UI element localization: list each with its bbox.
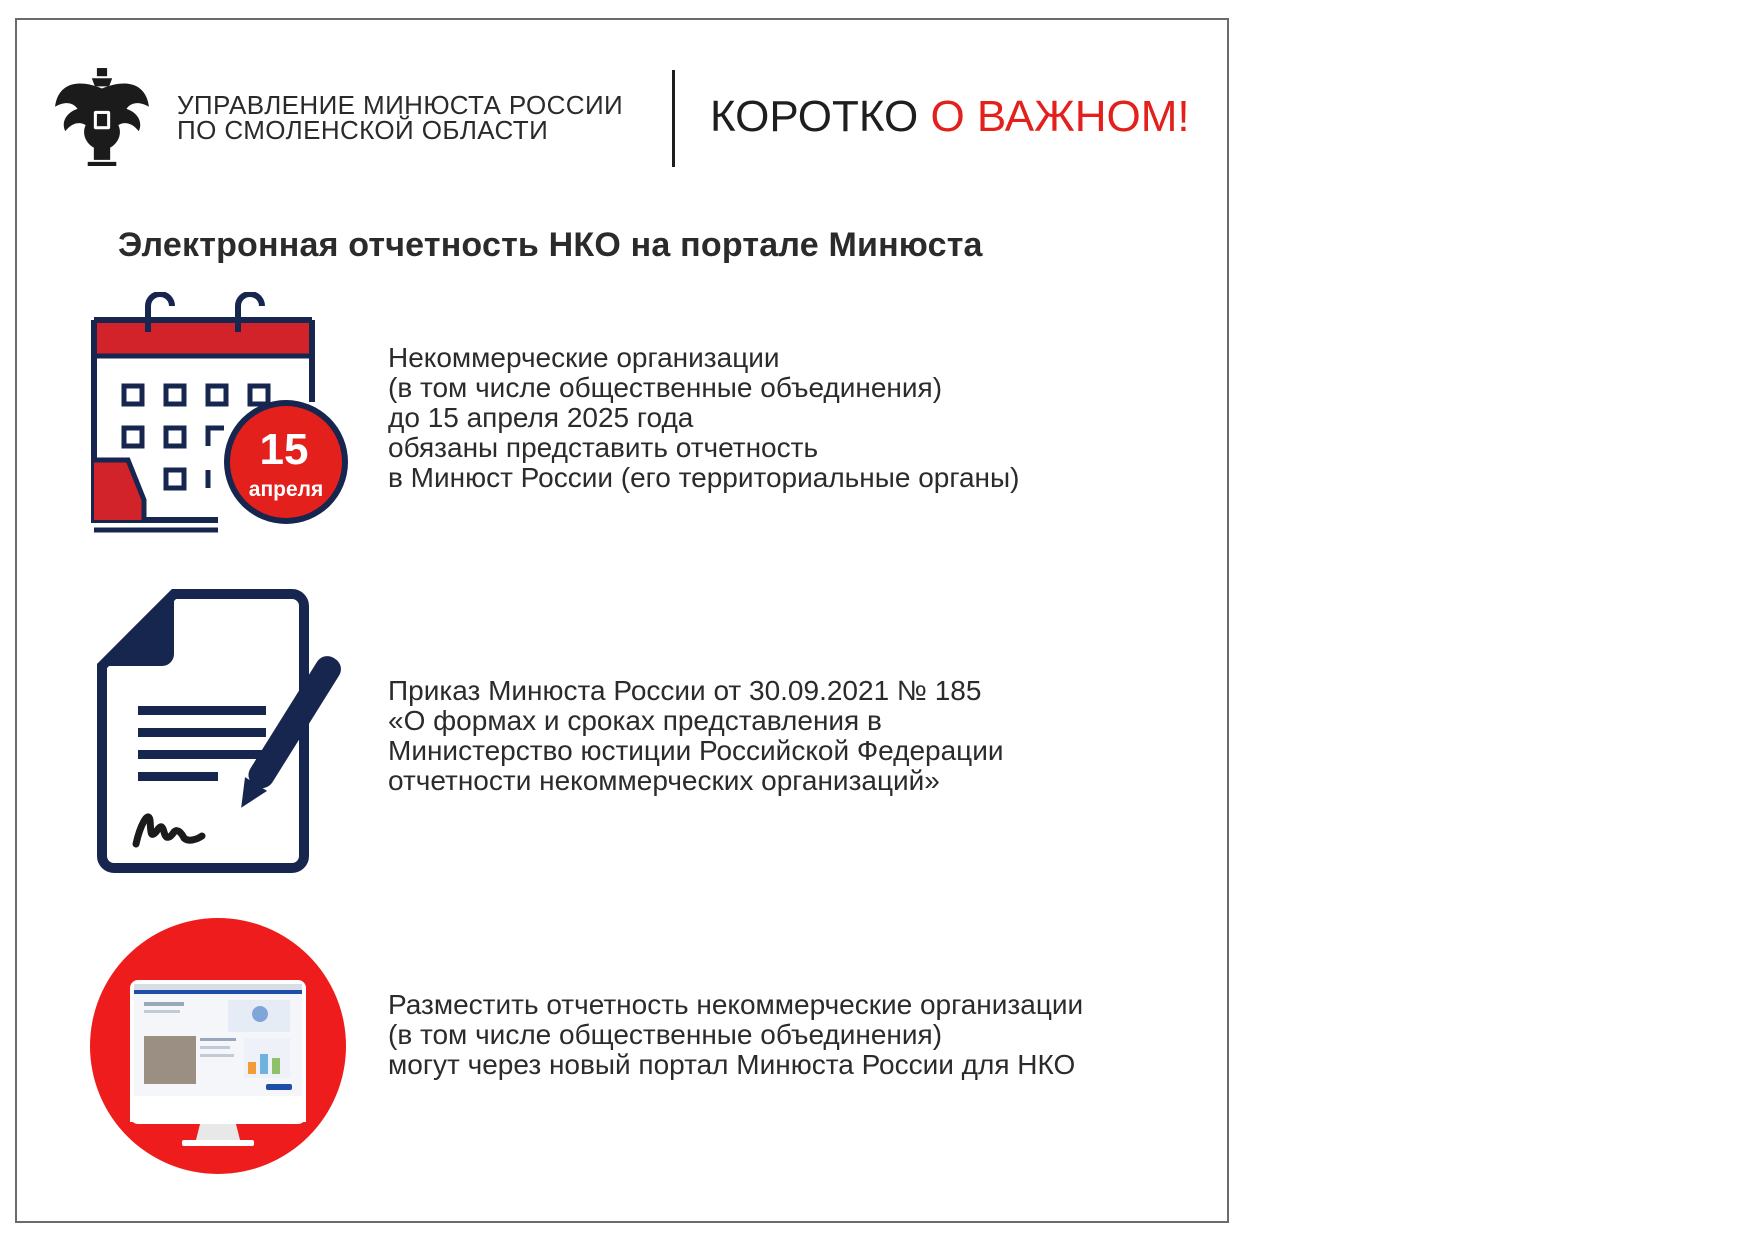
organization-name-line-1: УПРАВЛЕНИЕ МИНЮСТА РОССИИ [177, 90, 624, 120]
signed-document-icon [96, 588, 346, 873]
block-line: до 15 апреля 2025 года [388, 402, 694, 433]
date-badge-day: 15 [259, 425, 309, 474]
block-line: могут через новый портал Минюста России для НКО [388, 1049, 1076, 1080]
block-line: обязаны представить отчетность [388, 432, 819, 463]
block-line: отчетности некоммерческих организаций» [388, 765, 940, 796]
calendar-header-band [94, 320, 312, 356]
block-line: Разместить отчетность некоммерческие организации [388, 989, 1084, 1020]
organization-name [177, 90, 624, 145]
info-block-order [388, 676, 1004, 796]
block-line: Некоммерческие организации [388, 342, 780, 373]
slogan [710, 94, 1190, 140]
block-line: Министерство юстиции Российской Федерации [388, 735, 1004, 766]
page-title: Электронная отчетность НКО на портале Минюста [118, 226, 983, 264]
info-block-portal [388, 990, 1083, 1080]
slogan-red-part: О ВАЖНОМ! [930, 92, 1190, 141]
header-divider [672, 70, 675, 167]
block-line: в Минюст России (его территориальные органы) [388, 462, 1020, 493]
block-line: (в том числе общественные объединения) [388, 1019, 943, 1050]
date-badge-month: апреля [248, 478, 324, 501]
organization-name-line-2: ПО СМОЛЕНСКОЙ ОБЛАСТИ [177, 115, 549, 145]
computer-monitor-icon [88, 918, 348, 1178]
block-line: Приказ Минюста России от 30.09.2021 № 185 [388, 675, 982, 706]
double-headed-eagle-emblem-icon [51, 66, 153, 168]
block-line: (в том числе общественные объединения) [388, 372, 943, 403]
block-line: «О формах и сроках представления в [388, 705, 882, 736]
slogan-dark-part: КОРОТКО [710, 92, 931, 141]
calendar-icon [88, 292, 358, 547]
info-block-deadline [388, 343, 1019, 493]
